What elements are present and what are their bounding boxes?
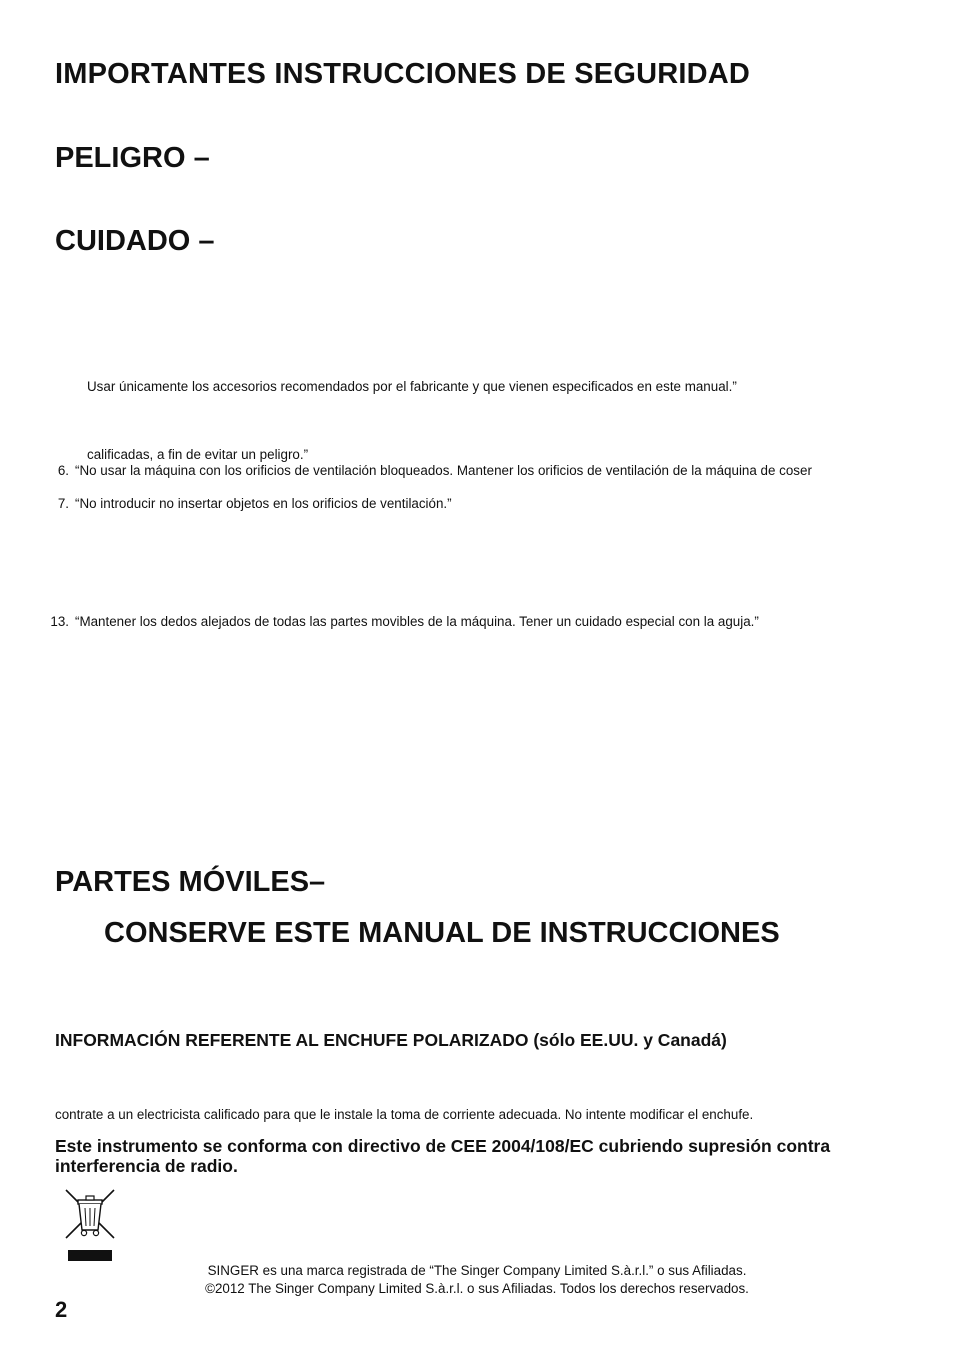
list-item-13 xyxy=(40,614,759,629)
qualified-line: calificadas, a fin de evitar un peligro.” xyxy=(87,447,309,462)
accessories-line: Usar únicamente los accesorios recomendados por el fabricante y que vienen especificados en este manual.” xyxy=(87,379,737,394)
footer xyxy=(120,1262,834,1298)
list-item-number: 7. xyxy=(57,496,69,511)
caution-heading: CUIDADO – xyxy=(55,225,215,257)
copyright-notice: ©2012 The Singer Company Limited S.à.r.l. o sus Afiliadas. Todos los derechos reservados. xyxy=(205,1281,749,1296)
conformity-statement: Este instrumento se conforma con directivo de CEE 2004/108/EC cubriendo supresión contra interferencia de radio. xyxy=(55,1136,831,1176)
list-item-number: 6. xyxy=(57,463,69,478)
keep-manual-heading: CONSERVE ESTE MANUAL DE INSTRUCCIONES xyxy=(104,917,780,949)
danger-heading: PELIGRO – xyxy=(55,142,210,174)
weee-icon xyxy=(64,1188,116,1264)
list-item-text: “Mantener los dedos alejados de todas las partes movibles de la máquina. Tener un cuidado especial con la aguja.” xyxy=(75,614,759,629)
page-number: 2 xyxy=(55,1297,68,1322)
list-item-number: 13. xyxy=(50,614,69,629)
electrician-line: contrate a un electricista calificado para que le instale la toma de corriente adecuada. No intente modificar el enchufe. xyxy=(55,1107,754,1122)
list-item-7 xyxy=(40,496,452,511)
list-item-text: “No introducir no insertar objetos en los orificios de ventilación.” xyxy=(75,496,452,511)
trademark-notice: SINGER es una marca registrada de “The Singer Company Limited S.à.r.l.” o sus Afiliadas. xyxy=(207,1263,747,1278)
moving-parts-heading: PARTES MÓVILES– xyxy=(55,866,326,898)
polarized-plug-heading: INFORMACIÓN REFERENTE AL ENCHUFE POLARIZADO (sólo EE.UU. y Canadá) xyxy=(55,1030,727,1050)
list-item-6 xyxy=(40,463,812,478)
page-title: IMPORTANTES INSTRUCCIONES DE SEGURIDAD xyxy=(55,58,751,90)
list-item-text: “No usar la máquina con los orificios de ventilación bloqueados. Mantener los orificios de ventilación de la máquina de coser xyxy=(75,463,812,478)
